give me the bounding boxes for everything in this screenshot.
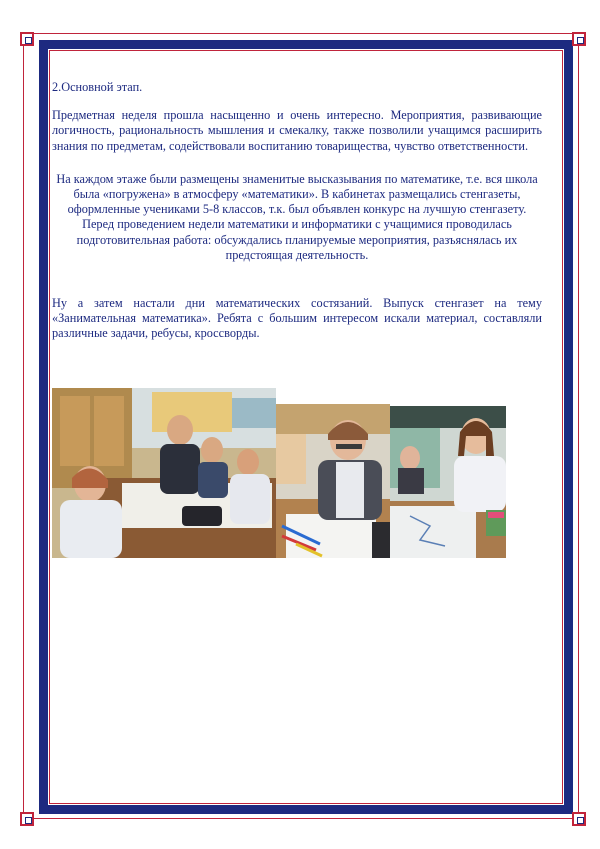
- corner-ornament-bottom-right: [572, 812, 586, 826]
- photo-collage: [52, 388, 506, 558]
- photo-girl-working: [390, 406, 506, 558]
- corner-ornament-bottom-left: [20, 812, 34, 826]
- paragraph-preparation: На каждом этаже были размещены знаменитые высказывания по математике, т.е. вся школа была «погружена» в атмосферу «математики». В кабинетах размещались стенгазеты, оформленные учениками 5-8 классов, т.к. был объявлен конкурс на лучшую стенгазету. Перед проведением недели математики и информатики с учащимися проводилась подготовительная работа: обсуждались планируемые мероприятия, разъяснялась их предстоящая деятельность.: [56, 171, 538, 262]
- section-heading: 2.Основной этап.: [52, 80, 143, 94]
- corner-ornament-top-right: [572, 32, 586, 46]
- corner-ornament-top-left: [20, 32, 34, 46]
- paragraph-competitions: Ну а затем настали дни математических состязаний. Выпуск стенгазет на тему «Занимательная математика». Ребята с большим интересом искали материал, составляли различные задачи, ребусы, кроссворды.: [52, 296, 542, 341]
- photo-students-at-desk: [52, 388, 276, 558]
- paragraph-week-summary: Предметная неделя прошла насыщенно и очень интересно. Мероприятия, развивающие логичность, рациональность мышления и смекалку, также позволили учащимся расширить знания по предметам, содействовали воспитанию товарищества, чувство ответственности.: [52, 108, 542, 153]
- document-body: [52, 80, 542, 342]
- photo-boy-drawing: [276, 404, 390, 558]
